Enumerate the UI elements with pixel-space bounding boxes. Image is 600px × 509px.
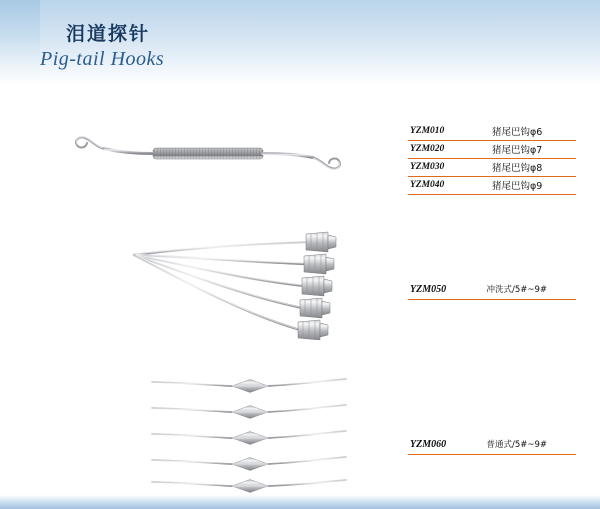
header-left-accent <box>0 0 40 85</box>
product-code: YZM050 <box>410 284 447 295</box>
page-title-chinese: 泪道探针 <box>66 23 151 45</box>
lacrimal-probe-figure <box>150 370 350 495</box>
product-code: YZM060 <box>410 439 447 450</box>
irrigating-cannula-figure <box>130 220 360 340</box>
product-description: 冲洗式/5#~9# <box>486 285 547 295</box>
product-code: YZM020 <box>408 141 482 159</box>
catalog-row-yzm060 <box>408 434 576 455</box>
product-code: YZM010 <box>408 123 482 141</box>
product-description: 猪尾巴钩φ8 <box>482 159 576 177</box>
table-row <box>408 141 576 159</box>
catalog-table-pigtail <box>408 123 576 195</box>
page-title-english: Pig-tail Hooks <box>40 48 165 70</box>
table-row <box>408 177 576 195</box>
page-footer-band <box>0 495 600 509</box>
product-description: 普通式/5#~9# <box>486 440 547 450</box>
catalog-row-yzm050 <box>408 279 576 300</box>
pig-tail-hook-figure <box>55 128 355 188</box>
product-description: 猪尾巴钩φ7 <box>482 141 576 159</box>
table-row <box>408 123 576 141</box>
product-code: YZM040 <box>408 177 482 195</box>
product-description: 猪尾巴钩φ9 <box>482 177 576 195</box>
product-code: YZM030 <box>408 159 482 177</box>
table-row <box>408 159 576 177</box>
product-description: 猪尾巴钩φ6 <box>482 123 576 141</box>
